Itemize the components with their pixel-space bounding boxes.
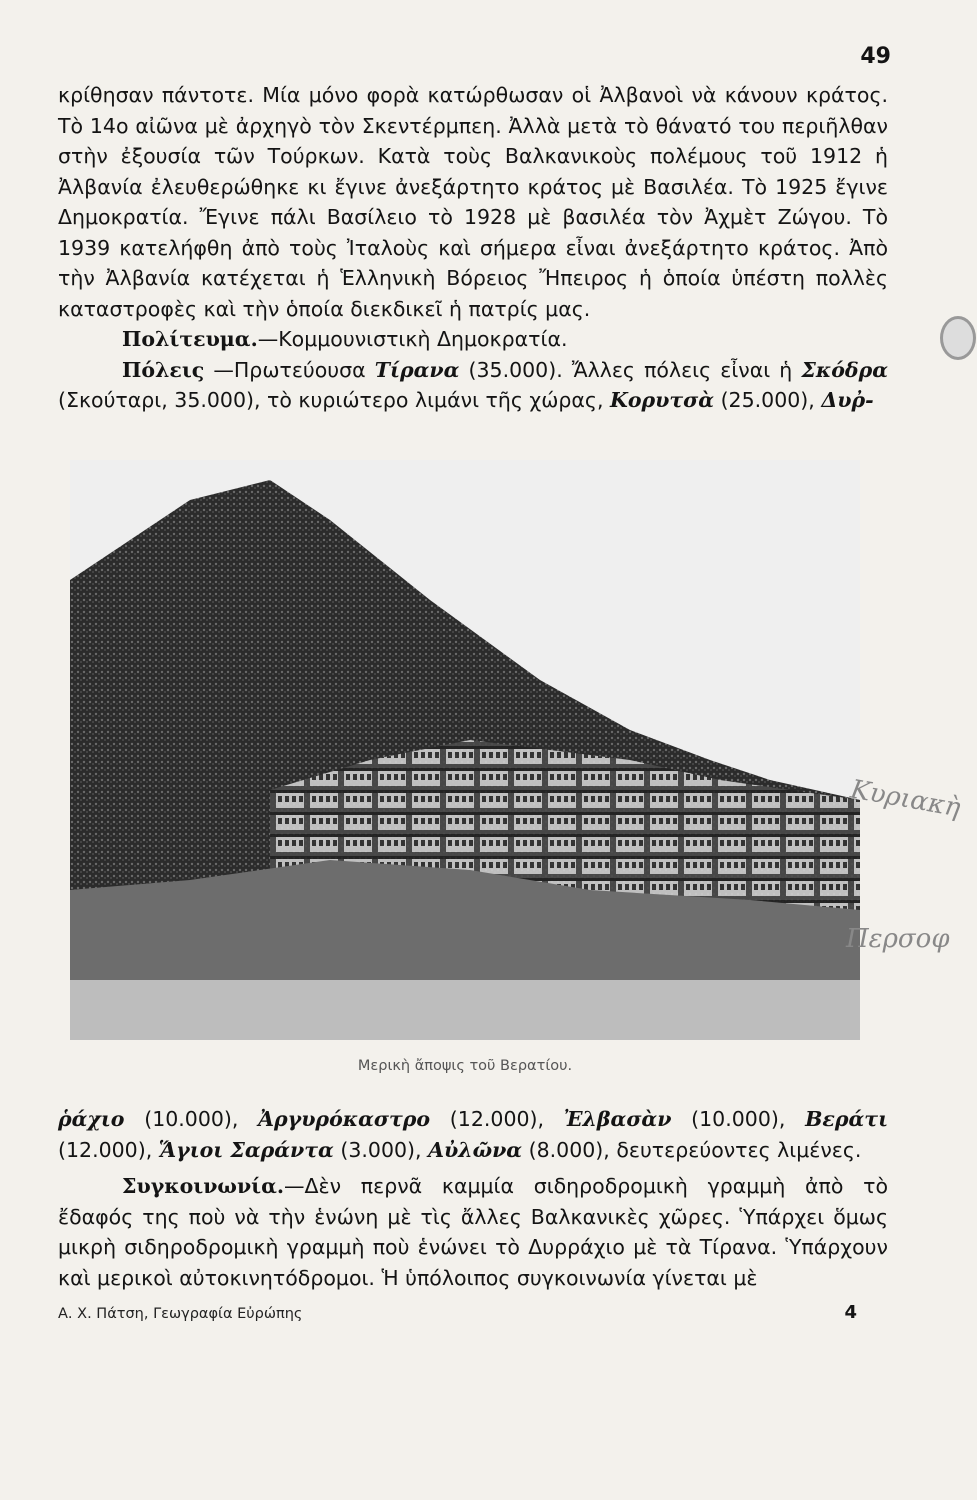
cities-text-6: (8.000), δευτερεύοντες λιμένες. [522, 1137, 862, 1162]
paragraph-history: κρίθησαν πάντοτε. Μία μόνο φορὰ κατώρθωσαν οἱ Ἀλβανοὶ νὰ κάνουν κράτος. Τὸ 14ο αἰῶνα μὲ ἀρχηγὸ τὸν Σκεντέρμπεη. Ἀλλὰ μετὰ τὸ θάνατό του περιῆλθαν στὴν ἐξουσία τῶν Τούρκων. Κατὰ τοὺς Βαλκανικοὺς πολέμους τοῦ 1912 ἡ Ἀλβανία ἐλευθερώθηκε κι ἔγινε ἀνεξάρτητο κράτος μὲ Βασιλέα. Τὸ 1925 ἔγινε Δημοκρατία. Ἔγινε πάλι Βασίλειο τὸ 1928 μὲ βασιλέα τὸν Ἀχμὲτ Ζώγου. Τὸ 1939 κατελήφθη ἀπὸ τοὺς Ἰταλοὺς καὶ σήμερα εἶναι ἀνεξάρτητο κράτος. Ἀπὸ τὴν Ἀλβανία κατέχεται ἡ Ἑλληνικὴ Βόρειος Ἤπειρος ἡ ὁποία ὑπέστη πολλὲς καταστροφὲς καὶ τὴν ὁποία διεκδικεῖ ἡ πατρίς μας. [58, 83, 888, 321]
text-block-bottom [58, 1104, 888, 1293]
page-number: 49 [860, 44, 891, 69]
paragraph-cities-continued [58, 1104, 888, 1165]
poleis-text-4: (25.000), [714, 388, 822, 412]
paragraph-poleis [58, 355, 888, 416]
city-argyrokastro: Ἀργυρόκαστρο [258, 1107, 431, 1131]
city-berati: Βεράτι [805, 1107, 888, 1131]
city-dyrrachio-part2: ῥάχιο [58, 1107, 125, 1131]
city-skodra: Σκόδρα [801, 357, 888, 382]
footer-book-title: Α. Χ. Πάτση, Γεωγραφία Εὐρώπης [58, 1306, 303, 1322]
poleis-text-3: (Σκούταρι, 35.000), τὸ κυριώτερο λιμάνι τῆς χώρας, [58, 388, 610, 412]
politevma-text: —Κομμουνιστικὴ Δημοκρατία. [257, 327, 568, 351]
cities-text-1: (10.000), [124, 1107, 259, 1131]
cities-text-5: (3.000), [333, 1137, 429, 1162]
city-avlona: Αὐλῶνα [428, 1137, 523, 1162]
city-dyrrachio-part1: Δυῤ- [821, 388, 874, 412]
politevma-heading: Πολίτευμα. [122, 327, 258, 351]
photo-berat-illustration [70, 460, 860, 1040]
cities-text-3: (10.000), [671, 1107, 806, 1131]
footer-signature-number: 4 [844, 1302, 857, 1323]
margin-hole-punch [940, 316, 976, 360]
handwritten-note-2: Περσοφ [846, 924, 950, 954]
paragraph-sygkoinonia [58, 1171, 888, 1293]
poleis-text-1: —Πρωτεύουσα [204, 357, 375, 382]
photo-berat [70, 460, 860, 1040]
city-elbasan: Ἐλβασὰν [563, 1107, 672, 1131]
cities-text-4: (12.000), [58, 1137, 159, 1162]
sygkoinonia-heading: Συγκοινωνία. [122, 1174, 285, 1198]
sygkoinonia-text: —Δὲν περνᾶ καμμία σιδηροδρομικὴ γραμμὴ ἀπὸ τὸ ἔδαφός της ποὺ νὰ τὴν ἑνώνη μὲ τὶς ἄλλες Βαλκανικὲς χῶρες. Ὑπάρχει ὅμως μικρὴ σιδηροδρομικὴ γραμμὴ ποὺ ἑνώνει τὸ Δυρράχιο μὲ τὰ Τίρανα. Ὑπάρχουν καὶ μερικοὶ αὐτοκινητόδρομοι. Ἡ ὑπόλοιπος συγκοινωνία γίνεται μὲ [58, 1174, 888, 1290]
handwritten-note-1: Κυριακὴ [848, 774, 963, 824]
photo-caption: Μερικὴ ἄποψις τοῦ Βερατίου. [357, 1058, 573, 1074]
city-koritsa: Κορυτσὰ [610, 388, 715, 412]
cities-text-2: (12.000), [430, 1107, 564, 1131]
paragraph-politevma [58, 324, 888, 355]
poleis-heading: Πόλεις [122, 357, 205, 382]
city-tirana: Τίρανα [374, 357, 460, 382]
text-block-top [58, 80, 888, 416]
city-agioi-saranta: Ἅγιοι Σαράντα [158, 1137, 334, 1162]
poleis-text-2: (35.000). Ἄλλες πόλεις εἶναι ἡ [459, 357, 802, 382]
